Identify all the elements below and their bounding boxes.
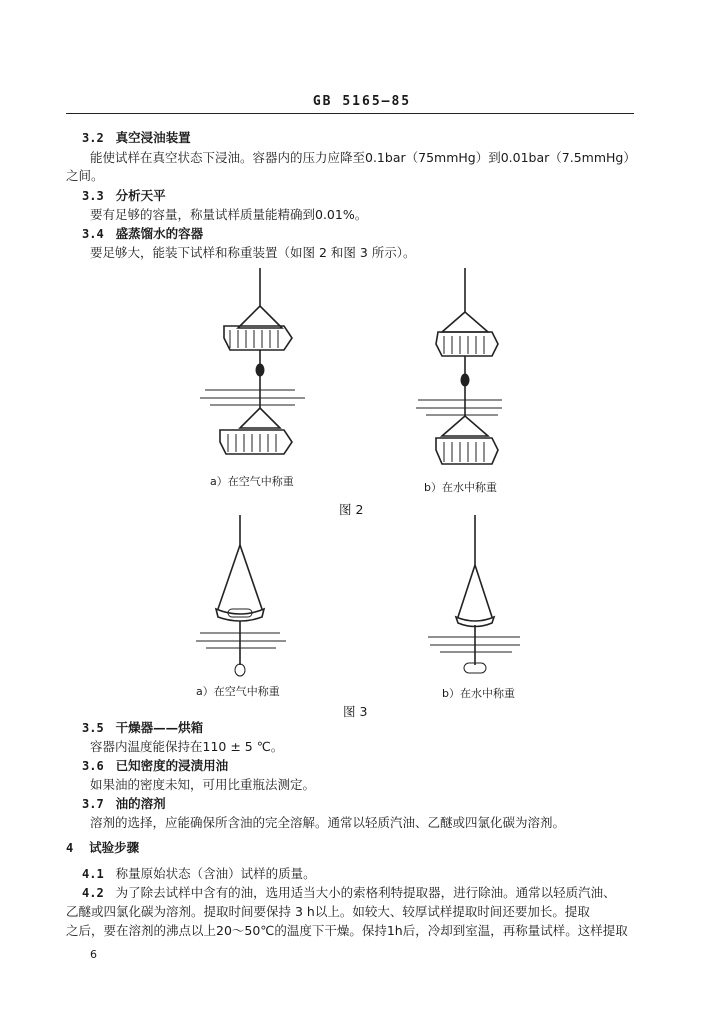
figure-2-drawing bbox=[180, 268, 540, 480]
figure-3a-caption: a）在空气中称重 bbox=[196, 685, 280, 698]
section-number: 4.1 bbox=[82, 867, 104, 881]
section-3-5-text: 容器内温度能保持在110 ± 5 ℃。 bbox=[90, 739, 284, 754]
section-number: 4.2 bbox=[82, 886, 104, 900]
section-number: 3.3 bbox=[82, 189, 104, 203]
section-3-7-text: 溶剂的选择，应能确保所含油的完全溶解。通常以轻质汽油、乙醚或四氯化碳为溶剂。 bbox=[90, 815, 566, 830]
section-title: 分析天平 bbox=[115, 188, 166, 203]
section-3-3-heading bbox=[82, 188, 166, 204]
figure-2b-apparatus bbox=[416, 268, 502, 464]
section-title: 干燥器——烘箱 bbox=[115, 720, 204, 735]
figure-3-label: 图 3 bbox=[343, 704, 368, 719]
section-number: 3.6 bbox=[82, 759, 104, 773]
section-3-5-heading bbox=[82, 720, 203, 736]
section-4-heading bbox=[66, 840, 139, 856]
section-4-2-line-2: 乙醚或四氯化碳为溶剂。提取时间要保持 3 h以上。如较大、较厚试样提取时间还要加长。提取 bbox=[66, 904, 590, 919]
section-3-4-heading bbox=[82, 226, 203, 242]
section-text: 为了除去试样中含有的油，选用适当大小的索格利特提取器，进行除油。通常以轻质汽油、 bbox=[115, 885, 616, 900]
section-3-6-text: 如果油的密度未知，可用比重瓶法测定。 bbox=[90, 777, 316, 792]
section-3-2-text-2: 之间。 bbox=[66, 168, 104, 183]
section-title: 真空浸油装置 bbox=[115, 130, 191, 145]
section-number: 3.4 bbox=[82, 227, 104, 241]
figure-3b-caption: b）在水中称重 bbox=[442, 687, 515, 700]
page-number: 6 bbox=[90, 948, 97, 961]
figure-2a-apparatus bbox=[200, 268, 305, 454]
section-title: 试验步骤 bbox=[89, 840, 140, 855]
section-text: 称量原始状态（含油）试样的质量。 bbox=[115, 866, 316, 881]
section-3-6-heading bbox=[82, 758, 228, 774]
section-number: 3.5 bbox=[82, 721, 104, 735]
figure-3b-apparatus bbox=[428, 515, 520, 673]
section-4-2-line-1 bbox=[82, 885, 616, 901]
document-header: GB 5165—85 bbox=[312, 94, 412, 109]
header-rule bbox=[66, 113, 634, 114]
section-3-4-text: 要足够大，能装下试样和称重装置（如图 2 和图 3 所示）。 bbox=[90, 245, 416, 260]
figure-3-drawing bbox=[190, 515, 530, 685]
section-title: 盛蒸馏水的容器 bbox=[115, 226, 204, 241]
figure-3a-apparatus bbox=[196, 515, 286, 676]
figure-2b-caption: b）在水中称重 bbox=[424, 481, 497, 494]
figure-2-label: 图 2 bbox=[339, 502, 364, 517]
section-number: 4 bbox=[66, 841, 74, 855]
section-3-2-heading bbox=[82, 130, 191, 146]
section-3-2-text-1: 能使试样在真空状态下浸油。容器内的压力应降至0.1bar（75mmHg）到0.01bar（7.5mmHg） bbox=[90, 150, 636, 165]
section-number: 3.2 bbox=[82, 131, 104, 145]
section-number: 3.7 bbox=[82, 797, 104, 811]
section-title: 油的溶剂 bbox=[115, 796, 166, 811]
section-3-3-text: 要有足够的容量，称量试样质量能精确到0.01%。 bbox=[90, 207, 368, 222]
section-3-7-heading bbox=[82, 796, 166, 812]
figure-2a-caption: a）在空气中称重 bbox=[210, 475, 294, 488]
section-4-1 bbox=[82, 866, 316, 882]
section-4-2-line-3: 之后，要在溶剂的沸点以上20～50℃的温度下干燥。保持1h后，冷却到室温，再称量试样。这样提取 bbox=[66, 923, 628, 938]
section-title: 已知密度的浸渍用油 bbox=[115, 758, 229, 773]
